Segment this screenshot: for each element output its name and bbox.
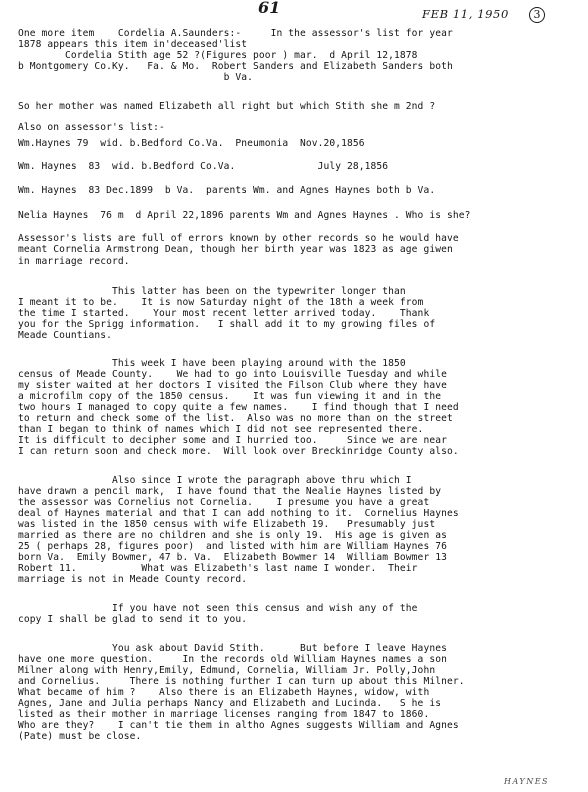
text-line: the time I started. Your most recent letter arrived today. Thank <box>18 308 430 319</box>
handwritten-page-number: 61 <box>258 0 281 17</box>
text-line: Milner along with Henry,Emily, Edmund, Cornelia, William Jr. Polly,John <box>18 665 436 676</box>
text-line: to return and check some of the list. Also was no more than on the street <box>18 413 453 424</box>
text-line: It is difficult to decipher some and I hurried too. Since we are near <box>18 435 447 446</box>
text-line: If you have not seen this census and wish any of the <box>18 603 418 614</box>
text-line: the assessor was Cornelius not Cornelia. I presume you have a great <box>18 497 430 508</box>
text-line: married as there are no children and she is only 19. His age is given as <box>18 530 447 541</box>
text-line: Robert 11. What was Elizabeth's last name I wonder. Their <box>18 563 418 574</box>
text-line: and Cornelius. There is nothing further I can turn up about this Milner. <box>18 676 465 687</box>
text-line: Nelia Haynes 76 m d April 22,1896 parents Wm and Agnes Haynes . Who is she? <box>18 210 471 221</box>
text-line: census of Meade County. We had to go into Louisville Tuesday and while <box>18 369 447 380</box>
text-line: two hours I managed to copy quite a few names. I find though that I need <box>18 402 459 413</box>
text-line: (Pate) must be close. <box>18 731 142 742</box>
text-line: deal of Haynes material and that I can add nothing to it. Cornelius Haynes <box>18 508 459 519</box>
text-line: have drawn a pencil mark, I have found that the Nealie Haynes listed by <box>18 486 442 497</box>
text-line: 25 ( perhaps 28, figures poor) and listed with him are William Haynes 76 <box>18 541 447 552</box>
text-line: born Va. Emily Bowmer, 47 b. Va. Elizabeth Bowmer 14 William Bowmer 13 <box>18 552 447 563</box>
text-line: This week I have been playing around with the 1850 <box>18 358 406 369</box>
handwritten-date: FEB 11, 1950 <box>422 7 509 21</box>
text-line: my sister waited at her doctors I visited the Filson Club where they have <box>18 380 447 391</box>
text-line: in marriage record. <box>18 256 130 267</box>
text-line: So her mother was named Elizabeth all right but which Stith she m 2nd ? <box>18 101 436 112</box>
text-line: Cordelia Stith age 52 ?(Figures poor ) mar. d April 12,1878 <box>18 50 418 61</box>
text-line: you for the Sprigg information. I shall add it to my growing files of <box>18 319 436 330</box>
text-line: You ask about David Stith. But before I leave Haynes <box>18 643 447 654</box>
text-line: marriage is not in Meade County record. <box>18 574 248 585</box>
text-line: This latter has been on the typewriter longer than <box>18 286 406 297</box>
text-line: Wm. Haynes 83 Dec.1899 b Va. parents Wm. and Agnes Haynes both b Va. <box>18 185 436 196</box>
circled-page-marker: 3 <box>529 7 545 23</box>
text-line: 1878 appears this item in'deceased'list <box>18 39 248 50</box>
text-line: than I began to think of names which I did not see represented there. <box>18 424 424 435</box>
text-line: listed as their mother in marriage licenses ranging from 1847 to 1860. <box>18 709 430 720</box>
text-line: Who are they? I can't tie them in altho Agnes suggests William and Agnes <box>18 720 459 731</box>
text-line: Wm.Haynes 79 wid. b.Bedford Co.Va. Pneumonia Nov.20,1856 <box>18 138 365 149</box>
text-line: copy I shall be glad to send it to you. <box>18 614 248 625</box>
text-line: was listed in the 1850 census with wife Elizabeth 19. Presumably just <box>18 519 436 530</box>
text-line: Agnes, Jane and Julia perhaps Nancy and Elizabeth and Lucinda. S he is <box>18 698 442 709</box>
text-line: have one more question. In the records old William Haynes names a son <box>18 654 447 665</box>
text-line: Also on assessor's list:- <box>18 122 165 133</box>
text-line: Assessor's lists are full of errors known by other records so he would have <box>18 233 459 244</box>
text-line: Also since I wrote the paragraph above thru which I <box>18 475 412 486</box>
handwritten-margin-note: HAYNES <box>504 777 550 786</box>
text-line: One more item Cordelia A.Saunders:- In the assessor's list for year <box>18 28 453 39</box>
text-line: I meant it to be. It is now Saturday night of the 18th a week from <box>18 297 424 308</box>
text-line: b Va. <box>18 72 254 83</box>
text-line: b Montgomery Co.Ky. Fa. & Mo. Robert Sanders and Elizabeth Sanders both <box>18 61 453 72</box>
text-line: Meade Countians. <box>18 330 113 341</box>
text-line: a microfilm copy of the 1850 census. It was fun viewing it and in the <box>18 391 442 402</box>
text-line: What became of him ? Also there is an Elizabeth Haynes, widow, with <box>18 687 430 698</box>
text-line: I can return soon and check more. Will look over Breckinridge County also. <box>18 446 459 457</box>
text-line: Wm. Haynes 83 wid. b.Bedford Co.Va. July 28,1856 <box>18 161 389 172</box>
text-line: meant Cornelia Armstrong Dean, though her birth year was 1823 as age giwen <box>18 244 453 255</box>
